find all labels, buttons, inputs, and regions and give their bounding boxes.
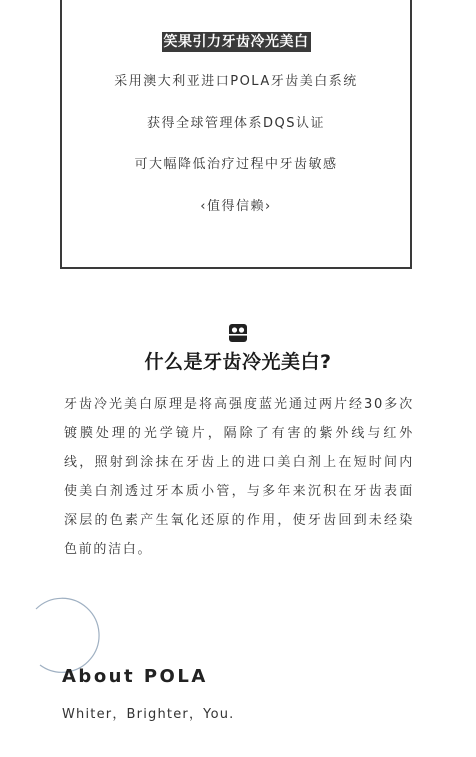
card-line-certification: 获得全球管理体系DQS认证	[147, 116, 325, 131]
card-title-text: 笑果引力牙齿冷光美白	[163, 34, 309, 50]
feature-card	[60, 0, 412, 269]
card-line-trust: ‹值得信赖›	[200, 199, 272, 214]
card-line-sensitivity: 可大幅降低治疗过程中牙齿敏感	[134, 157, 338, 172]
section-body: 牙齿冷光美白原理是将高强度蓝光通过两片经30多次镀膜处理的光学镜片，隔除了有害的紫外线与红外线，照射到涂抹在牙齿上的进口美白剂上在短时间内使美白剂透过牙本质小管，与多年来沉积在牙齿表面深层的色素产生氧化还原的作用，使牙齿回到未经染色前的洁白。	[64, 397, 414, 557]
about-title: About POLA	[62, 666, 208, 687]
section-title: 什么是牙齿冷光美白?	[144, 351, 332, 373]
card-line-import: 采用澳大利亚进口POLA牙齿美白系统	[114, 74, 358, 89]
card-title	[62, 31, 410, 52]
about-subtitle: Whiter，Brighter，You.	[62, 707, 235, 722]
double-dot-icon	[228, 324, 248, 342]
